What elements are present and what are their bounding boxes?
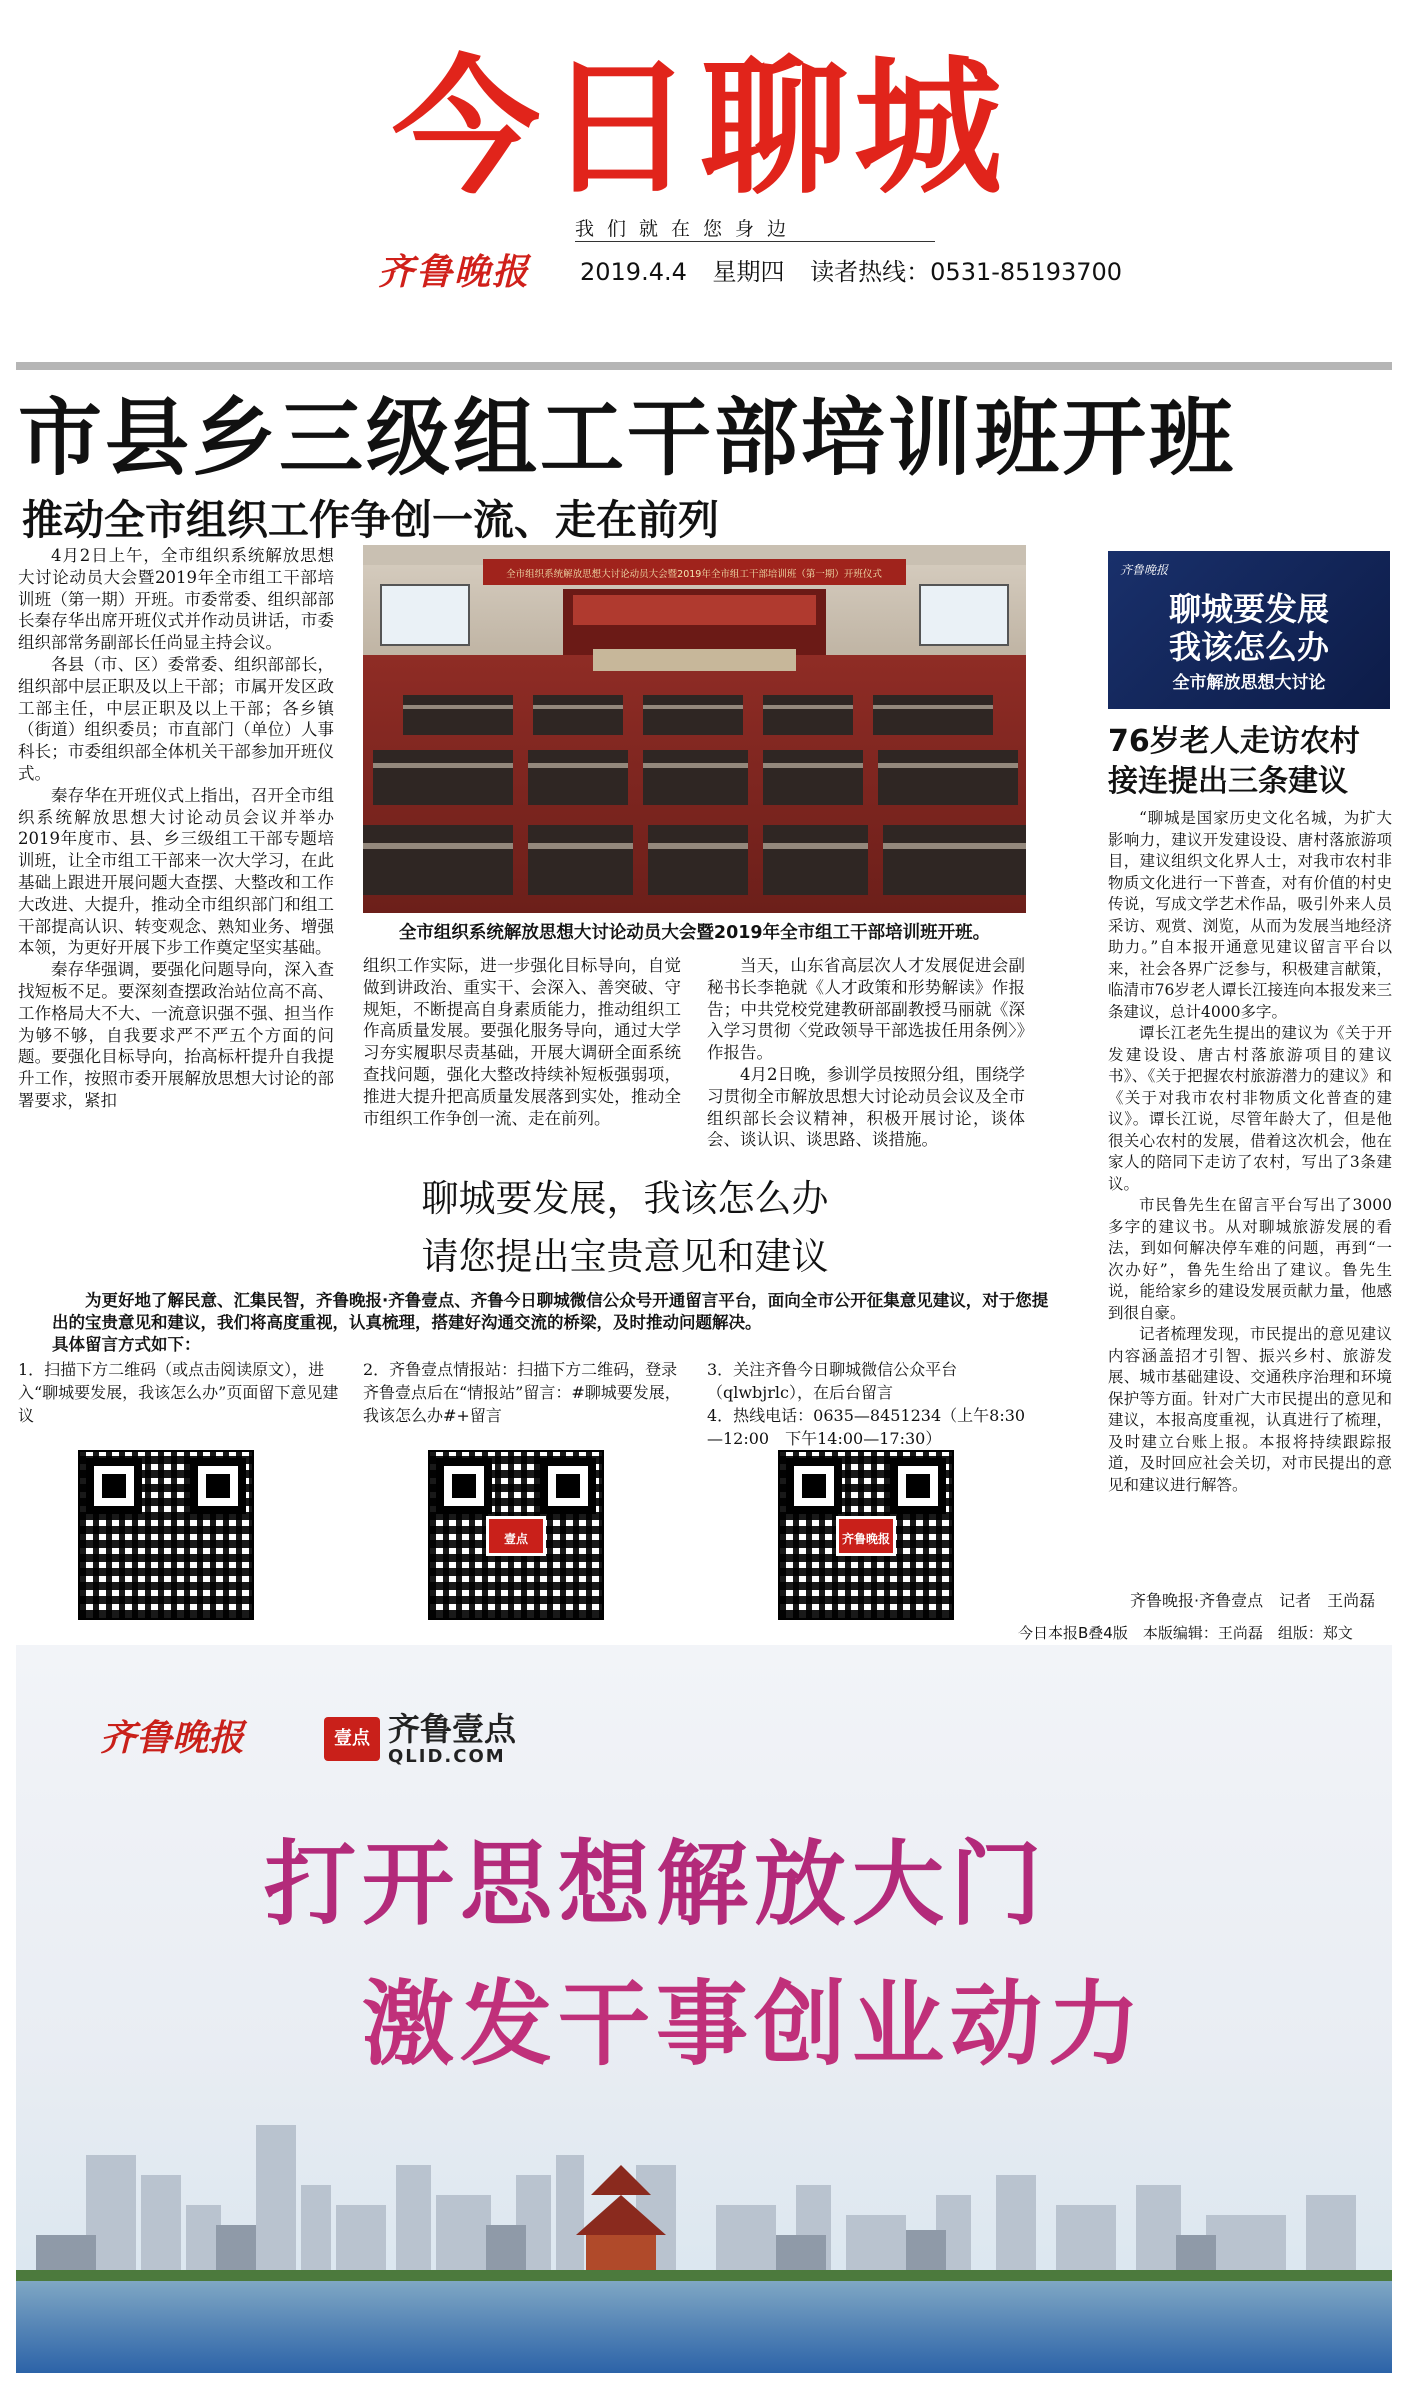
editor-credits: 今日本报B叠4版 本版编辑：王尚磊 组版：郑文 [1018,1624,1353,1642]
qr-code-wechat-account[interactable] [778,1450,954,1620]
article-paragraph: 秦存华强调，要强化问题导向，深入查找短板不足。要深刻查摆政治站位高不高、工作格局大不大、一流意识强不强、担当作为够不够，自我要求严不严五个方面的问题。要强化目标导向，抬高标杆提升自我提升工作，按照市委开展解放思想大讨论的部署要求，紧扣 [18,960,334,1110]
ad-logo-yidian-url: QLID.COM [388,1746,506,1767]
page-subheadline: 推动全市组织工作争创一流、走在前列 [22,496,719,544]
page-headline: 市县乡三级组工干部培训班开班 [18,389,1237,487]
step-wechat: 3．关注齐鲁今日聊城微信公众平台（qlwbjrlc），在后台留言 [707,1360,958,1402]
sidebar-banner-title-2: 我该怎么办 [1168,628,1329,666]
photo-caption: 全市组织系统解放思想大讨论动员大会暨2019年全市组工干部培训班开班。 [398,923,991,943]
qr-code-suggestion-page[interactable] [78,1450,254,1620]
issue-date: 2019.4.4 [580,258,687,286]
ad-slogan-line-2: 激发干事创业动力 [362,1971,1147,2078]
article-paragraph: 4月2日上午，全市组织系统解放思想大讨论动员大会暨2019年全市组工干部培训班（第一期）开班。市委常委、组织部部长秦存华出席开班仪式并作动员讲话，市委组织部常务副部长任尚显主持会议。 [18,546,334,653]
masthead-slogan: 我们就在您身边 [575,217,935,242]
sidebar-paragraph: 谭长江老先生提出的建议为《关于开发建设设、唐古村落旅游项目的建议书》、《关于把握农村旅游潜力的建议》和《关于对我市农村非物质文化普查的建议》。谭长江说，尽管年龄大了，但是他很关心农村的发展，借着这次机会，他在家人的陪同下走访了农村，写出了3条建议。 [1108,1024,1392,1193]
issue-line [580,257,1140,287]
article-column-mid-1 [363,955,681,1167]
conference-photo [363,545,1026,913]
qr-center-label: 齐鲁晚报 [836,1516,896,1556]
call-title-line-1: 聊城要发展，我该怎么办 [421,1177,829,1220]
article-paragraph: 当天，山东省高层次人才发展促进会副秘书长李艳就《人才政策和形势解读》作报告；中共党校党建教研部副教授马丽就《深入学习贯彻〈党政领导干部选拔任用条例〉》作报告。 [707,956,1025,1063]
ad-slogan-line-1: 打开思想解放大门 [264,1831,1049,1938]
brand-logo: 齐鲁晚报 [378,251,531,293]
call-method-label: 具体留言方式如下： [52,1335,201,1354]
sidebar-headline [1108,722,1398,802]
step-hotline: 4．热线电话：0635—8451234（上午8:30—12:00 下午14:00—17:30） [707,1406,1026,1448]
qr-center-label: 壹点 [486,1516,546,1556]
sidebar-banner-title-1: 聊城要发展 [1168,590,1329,628]
ad-logo-qilu-evening: 齐鲁晚报 [100,1717,245,1759]
ad-logo-yidian-mark: 壹点 [324,1717,380,1761]
sidebar-headline-line-1: 76岁老人走访农村 [1108,724,1360,759]
article-column-mid-2 [707,955,1025,1167]
top-divider [16,362,1392,370]
sidebar-banner-subtitle: 全市解放思想大讨论 [1172,673,1326,693]
sidebar-banner [1108,551,1390,709]
step-wechat-hotline [707,1358,1037,1450]
call-title [200,1170,1050,1286]
sidebar-headline-line-2: 接连提出三条建议 [1108,764,1348,799]
step-intel-station: 2．齐鲁壹点情报站：扫描下方二维码，登录齐鲁壹点后在“情报站”留言：#聊城要发展，我该怎么办#+留言 [363,1360,681,1425]
issue-weekday: 星期四 [712,258,785,286]
sidebar-article [1108,808,1392,1494]
photo-banner-text: 全市组织系统解放思想大讨论动员大会暨2019年全市组工干部培训班（第一期）开班仪式 [506,569,882,580]
call-title-line-2: 请您提出宝贵意见和建议 [421,1235,829,1278]
conference-hall-illustration [363,545,1026,913]
sidebar-byline: 齐鲁晚报·齐鲁壹点 记者 王尚磊 [1130,1591,1376,1610]
sidebar-paragraph: 市民鲁先生在留言平台写出了3000多字的建议书。从对聊城旅游发展的看法，到如何解决停车难的问题，再到“一次办好”，鲁先生给出了建议。鲁先生说，能给家乡的建设发展贡献力量，他感到很自豪。 [1108,1196,1392,1322]
masthead-title: 今日聊城 [392,42,1008,214]
article-paragraph: 4月2日晚，参训学员按照分组，围绕学习贯彻全市解放思想大讨论动员会议及全市组织部长会议精神，积极开展讨论，谈体会、谈认识、谈思路、谈措施。 [707,1064,1025,1150]
article-paragraph: 秦存华在开班仪式上指出，召开全市组织系统解放思想大讨论动员会议并举办2019年度市、县、乡三级组工干部专题培训班，让全市组工干部来一次大学习，在此基础上跟进开展问题大查摆、大整改和工作大改进、大提升，推动全市组织部门和组工干部提高认识、转变观念、熟知业务、增强本领，为更好开展下步工作奠定坚实基础。 [18,785,334,958]
qr-code-qilu-yidian[interactable] [428,1450,604,1620]
article-column-left [18,545,334,1165]
article-paragraph: 各县（市、区）委常委、组织部部长，组织部中层正职及以上干部；市属开发区政工部主任，中层正职及以上干部；各乡镇（街道）组织委员；市直部门（单位）人事科长；市委组织部全体机关干部参加开班仪式。 [18,654,334,783]
sidebar-paragraph: “聊城是国家历史文化名城，为扩大影响力，建议开发建设设、唐村落旅游项目，建议组织文化界人士，对我市农村非物质文化进行一下普查，对有价值的村史传说，写成文学艺术作品，吸引外来人员采访、观赏、浏览，从而为发展当地经济助力。”自本报开通意见建议留言平台以来，社会各界广泛参与，积极建言献策，临清市76岁老人谭长江接连向本报发来三条建议，总计4000多字。 [1108,809,1392,1021]
call-intro-text: 为更好地了解民意、汇集民智，齐鲁晚报·齐鲁壹点、齐鲁今日聊城微信公众号开通留言平台，面向全市公开征集意见建议，对于您提出的宝贵意见和建议，我们将高度重视，认真梳理，搭建好沟通交流的桥梁，及时推动问题解决。 [52,1291,1049,1332]
sidebar-banner-logo: 齐鲁晚报 [1120,563,1169,577]
advertisement [16,1645,1392,2373]
call-intro [52,1290,1052,1356]
step-scan-qr: 1．扫描下方二维码（或点击阅读原文），进入“聊城要发展，我该怎么办”页面留下意见建议 [18,1360,339,1425]
city-skyline-illustration [16,2085,1392,2373]
reader-hotline: 读者热线：0531-85193700 [810,258,1123,286]
ad-logo-yidian-name: 齐鲁壹点 [388,1710,517,1748]
sidebar-paragraph: 记者梳理发现，市民提出的意见建议内容涵盖招才引智、振兴乡村、旅游发展、城市基础建设、交通秩序治理和环境保护等方面。针对广大市民提出的意见和建议，本报高度重视，认真进行了梳理，及时建立台账上报。本报将持续跟踪报道，及时回应社会关切，对市民提出的意见和建议进行解答。 [1108,1325,1392,1494]
article-paragraph: 组织工作实际，进一步强化目标导向，自觉做到讲政治、重实干、会深入、善突破、守规矩，不断提高自身素质能力，推动组织工作高质量发展。要强化服务导向，通过大学习夯实履职尽责基础，开展大调研全面系统查找问题，强化大整改持续补短板强弱项，推进大提升把高质量发展落到实处，推动全市组织工作争创一流、走在前列。 [363,956,681,1128]
